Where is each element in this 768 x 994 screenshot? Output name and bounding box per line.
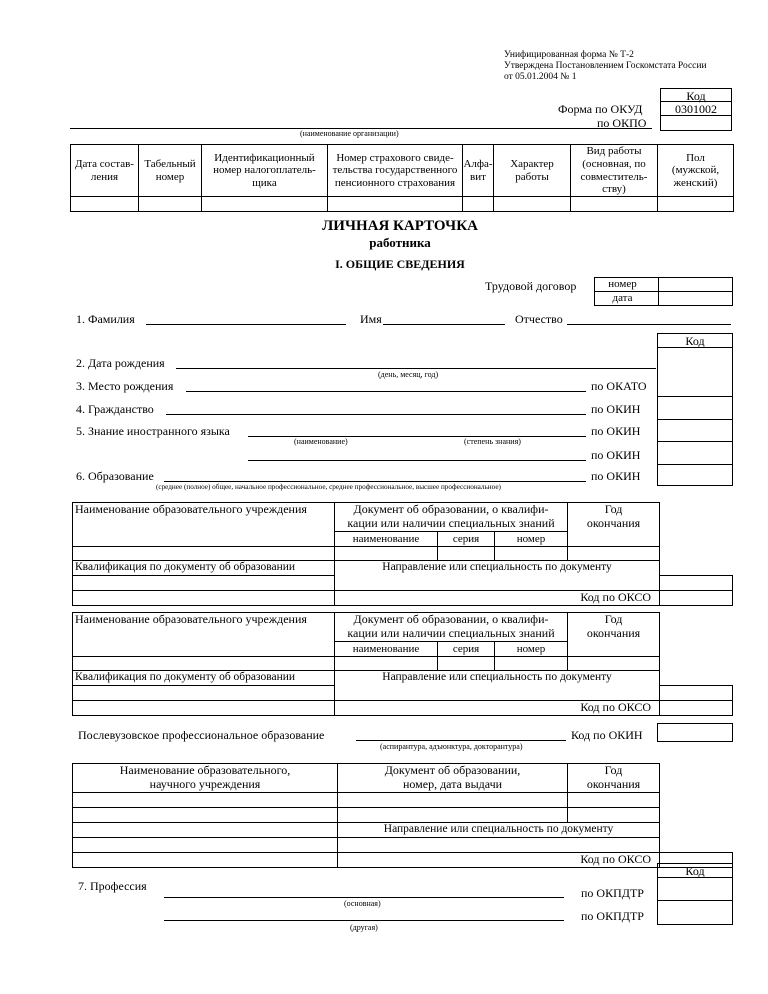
qualification-cell[interactable]: [73, 686, 335, 701]
postgrad-institution-cell[interactable]: [73, 823, 338, 838]
postgrad-institution-header: Наименование образовательного, научного учреждения: [73, 764, 338, 793]
col-gender: Пол (мужской, женский): [658, 145, 734, 197]
code-divider: [657, 419, 733, 420]
col-date-compiled: Дата состав- ления: [71, 145, 139, 197]
profession-label: 7. Профессия: [78, 879, 147, 893]
language-level-caption: (степень знания): [464, 437, 521, 446]
birth-date-label: 2. Дата рождения: [76, 356, 165, 370]
col-pension-certificate: Номер страхового свиде- тельства государственного пенсионного страхования: [328, 145, 463, 197]
spacer: [660, 838, 733, 853]
postgrad-institution-cell[interactable]: [73, 853, 338, 868]
doc-series-cell[interactable]: [438, 657, 495, 671]
institution-cell[interactable]: [73, 547, 335, 561]
okso-label: Код по ОКСО: [335, 701, 660, 716]
okin-label-3: по ОКИН: [591, 448, 641, 462]
year-header: Год окончания: [568, 613, 660, 642]
birth-place-label: 3. Место рождения: [76, 379, 174, 393]
spacer: [660, 547, 733, 561]
year-cell[interactable]: [568, 657, 660, 671]
profession-other-field[interactable]: [164, 920, 564, 921]
doc-series-header: серия: [438, 532, 495, 547]
cell-date-compiled[interactable]: [71, 197, 139, 212]
institution-cell[interactable]: [73, 532, 335, 547]
doc-number-cell[interactable]: [495, 657, 568, 671]
patronymic-field[interactable]: [567, 324, 731, 325]
doc-series-cell[interactable]: [438, 547, 495, 561]
okin-label-1: по ОКИН: [591, 402, 641, 416]
profession-other-code[interactable]: [657, 900, 733, 925]
approved-by-label: Утверждена Постановлением Госкомстата России: [504, 61, 707, 71]
language-name-caption: (наименование): [294, 437, 348, 446]
education-field[interactable]: [164, 481, 586, 482]
qualification-header: Квалификация по документу об образовании: [73, 561, 335, 576]
specialty-header: Направление или специальность по документу: [335, 561, 660, 576]
approved-date-label: от 05.01.2004 № 1: [504, 72, 577, 82]
education-table-1: [72, 502, 733, 606]
fields-code-label: Код: [685, 334, 705, 348]
spacer: [660, 793, 733, 808]
okpo-code-cell[interactable]: [660, 115, 732, 131]
year-cell[interactable]: [568, 532, 660, 547]
section-title: I. ОБЩИЕ СВЕДЕНИЯ: [335, 257, 465, 271]
contract-number-input[interactable]: [659, 278, 733, 292]
doc-name-cell[interactable]: [335, 547, 438, 561]
education-label: 6. Образование: [76, 469, 154, 483]
col-taxpayer-id: Идентификационный номер налогоплатель- щика: [202, 145, 328, 197]
okud-label: Форма по ОКУД: [558, 102, 643, 116]
institution-header: Наименование образовательного учреждения: [73, 613, 335, 642]
name-field[interactable]: [383, 324, 505, 325]
postgrad-specialty-cell[interactable]: [338, 838, 660, 853]
postgrad-table: [72, 763, 733, 868]
col-work-nature: Характер работы: [494, 145, 571, 197]
okin-label-2: по ОКИН: [591, 424, 641, 438]
code-header-cell: [660, 88, 732, 102]
profession-main-code[interactable]: [657, 877, 733, 901]
doc-series-header: серия: [438, 642, 495, 657]
postgrad-caption: (аспирантура, адъюнктура, докторантура): [380, 742, 523, 751]
okso-label: Код по ОКСО: [335, 591, 660, 606]
cell-gender[interactable]: [658, 197, 734, 212]
okpo-label: по ОКПО: [597, 116, 647, 130]
postgrad-year-cell[interactable]: [568, 808, 660, 823]
qualification-cell[interactable]: [73, 701, 335, 716]
contract-number-label: номер: [595, 278, 659, 292]
contract-date-input[interactable]: [659, 292, 733, 306]
language-label: 5. Знание иностранного языка: [76, 424, 230, 438]
citizenship-field[interactable]: [166, 414, 586, 415]
postgrad-institution-cell[interactable]: [73, 793, 338, 808]
specialty-header: Направление или специальность по документу: [335, 671, 660, 686]
profession-main-caption: (основная): [344, 899, 381, 908]
birth-place-field[interactable]: [186, 391, 586, 392]
institution-header: Наименование образовательного учреждения: [73, 503, 335, 532]
postgrad-okin-label: Код по ОКИН: [571, 728, 643, 742]
doc-number-header: номер: [495, 532, 568, 547]
spacer: [660, 657, 733, 671]
spacer: [660, 642, 733, 657]
cell-alphabet[interactable]: [463, 197, 494, 212]
organization-caption: (наименование организации): [300, 129, 399, 138]
doc-name-header: наименование: [335, 532, 438, 547]
year-header: Год окончания: [568, 503, 660, 532]
code-divider: [657, 464, 733, 465]
postgrad-field[interactable]: [356, 740, 566, 741]
institution-cell[interactable]: [73, 657, 335, 671]
doc-name-cell[interactable]: [335, 657, 438, 671]
surname-label: 1. Фамилия: [76, 312, 135, 326]
okso-code-cell[interactable]: [660, 576, 733, 591]
unified-form-label: Унифицированная форма № Т-2: [504, 50, 634, 60]
cell-work-nature[interactable]: [494, 197, 571, 212]
document-header: Документ об образовании, о квалифи- кации или наличии специальных знаний: [335, 613, 568, 642]
contract-table: [594, 277, 733, 306]
postgrad-specialty-header: Направление или специальность по документу: [338, 823, 660, 838]
spacer: [660, 671, 733, 686]
surname-field[interactable]: [146, 324, 346, 325]
institution-cell[interactable]: [73, 642, 335, 657]
code-header-label: Код: [686, 89, 706, 103]
qualification-cell[interactable]: [73, 591, 335, 606]
specialty-cell[interactable]: [335, 686, 660, 701]
patronymic-label: Отчество: [515, 312, 563, 326]
postgrad-document-header: Документ об образовании, номер, дата выдачи: [338, 764, 568, 793]
profession-code-header: [657, 863, 733, 878]
col-work-type: Вид работы (основная, по совместитель- ству): [571, 145, 658, 197]
cell-work-type[interactable]: [571, 197, 658, 212]
code-divider: [657, 396, 733, 397]
cell-personnel-number[interactable]: [139, 197, 202, 212]
okso-code-cell[interactable]: [660, 701, 733, 716]
okato-label: по ОКАТО: [591, 379, 647, 393]
postgrad-year-header: Год окончания: [568, 764, 660, 793]
spacer: [660, 808, 733, 823]
birth-date-field[interactable]: [176, 368, 656, 369]
profession-other-caption: (другая): [350, 923, 378, 932]
qualification-header: Квалификация по документу об образовании: [73, 671, 335, 686]
postgrad-year-cell[interactable]: [568, 793, 660, 808]
col-personnel-number: Табельный номер: [139, 145, 202, 197]
okso-code-cell[interactable]: [660, 686, 733, 701]
okpdtr-label-1: по ОКПДТР: [581, 886, 644, 900]
okpdtr-label-2: по ОКПДТР: [581, 909, 644, 923]
spacer: [660, 764, 733, 793]
year-cell[interactable]: [568, 642, 660, 657]
doc-number-header: номер: [495, 642, 568, 657]
citizenship-label: 4. Гражданство: [76, 402, 154, 416]
doc-number-cell[interactable]: [495, 547, 568, 561]
contract-date-label: дата: [595, 292, 659, 306]
fields-code-header: [657, 333, 733, 348]
contract-label: Трудовой договор: [485, 279, 577, 293]
qualification-cell[interactable]: [73, 576, 335, 591]
birth-date-caption: (день, месяц, год): [378, 370, 439, 379]
okud-code-cell: [660, 101, 732, 116]
specialty-cell[interactable]: [335, 576, 660, 591]
name-label: Имя: [360, 312, 382, 326]
doc-name-header: наименование: [335, 642, 438, 657]
postgrad-okso-label: Код по ОКСО: [338, 853, 660, 868]
spacer: [660, 532, 733, 547]
personnel-info-table: [70, 144, 734, 212]
spacer: [660, 613, 733, 642]
code-divider: [657, 441, 733, 442]
year-cell[interactable]: [568, 547, 660, 561]
document-header: Документ об образовании, о квалифи- кации или наличии специальных знаний: [335, 503, 568, 532]
postgrad-label: Послевузовское профессиональное образование: [78, 728, 325, 742]
card-subtitle: работника: [369, 235, 431, 250]
profession-main-field[interactable]: [164, 897, 564, 898]
spacer: [660, 561, 733, 576]
language-field-2[interactable]: [248, 460, 586, 461]
postgrad-institution-cell[interactable]: [73, 838, 338, 853]
postgrad-document-cell[interactable]: [338, 793, 568, 808]
col-alphabet: Алфа- вит: [463, 145, 494, 197]
postgrad-okin-code[interactable]: [657, 723, 733, 742]
cell-taxpayer-id[interactable]: [202, 197, 328, 212]
card-title: ЛИЧНАЯ КАРТОЧКА: [322, 218, 478, 234]
profession-code-label: Код: [685, 864, 705, 878]
cell-pension-certificate[interactable]: [328, 197, 463, 212]
okud-code-value: 0301002: [675, 102, 717, 116]
okso-code-cell[interactable]: [660, 591, 733, 606]
education-caption: (среднее (полное) общее, начальное профессиональное, среднее профессиональное, высшее профессиональное): [156, 483, 501, 491]
okin-label-4: по ОКИН: [591, 469, 641, 483]
fields-code-column: [657, 347, 733, 486]
spacer: [660, 503, 733, 532]
education-table-2: [72, 612, 733, 716]
spacer: [660, 823, 733, 838]
postgrad-document-cell[interactable]: [338, 808, 568, 823]
postgrad-institution-cell[interactable]: [73, 808, 338, 823]
